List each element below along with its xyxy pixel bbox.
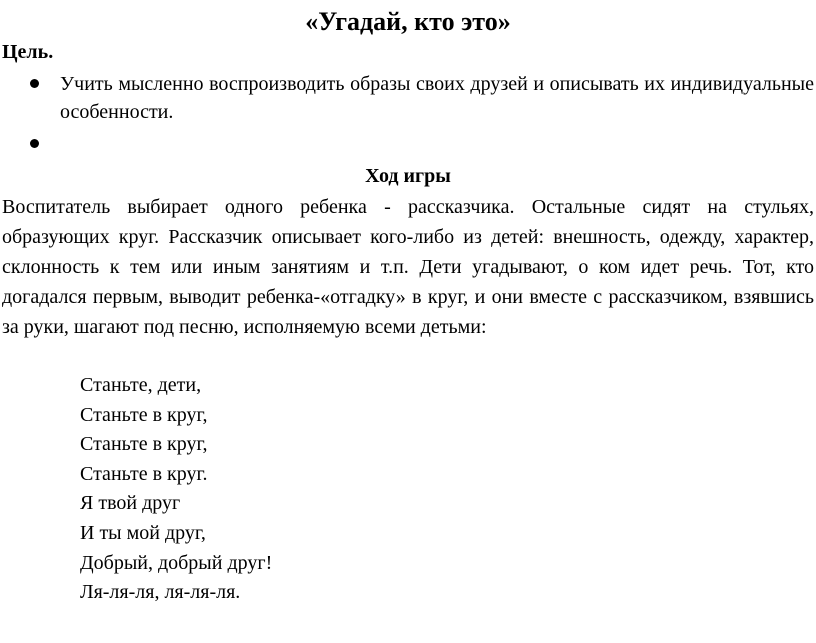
list-item: [0, 70, 816, 126]
goal-list: [0, 70, 816, 158]
list-item: [0, 130, 816, 158]
song-verse: [80, 371, 680, 608]
verse-line: И ты мой друг,: [80, 521, 206, 544]
verse-line: Ля-ля-ля, ля-ля-ля.: [80, 581, 241, 604]
bullet-icon: [30, 139, 39, 148]
verse-line: Я твой друг: [80, 492, 181, 515]
goal-label: Цель.: [2, 41, 54, 63]
verse-line: Станьте в круг,: [80, 433, 208, 456]
verse-line: Станьте в круг.: [80, 462, 208, 485]
verse-line: Добрый, добрый друг!: [80, 551, 273, 574]
bullet-icon: [30, 79, 39, 88]
verse-line: Станьте в круг,: [80, 403, 208, 426]
document-title: «Угадай, кто это»: [305, 7, 511, 36]
list-item-text: Учить мысленно воспроизводить образы своих друзей и описывать их индивидуальные особенности.: [60, 73, 814, 123]
verse-line: Станьте, дети,: [80, 374, 202, 396]
section-heading: Ход игры: [365, 165, 451, 187]
body-paragraph: Воспитатель выбирает одного ребенка - рассказчика. Остальные сидят на стульях, образующих круг. Рассказчик описывает кого-либо из детей: внешность, одежду, характер, склонность к тем или иным занятиям и т.п. Дети угадывают, о ком идет речь. Тот, кто догадался первым, выводит ребенка-«отгадку» в круг, и они вместе с рассказчиком, взявшись за руки, шагают под песню, исполняемую всеми детьми:: [2, 196, 814, 338]
